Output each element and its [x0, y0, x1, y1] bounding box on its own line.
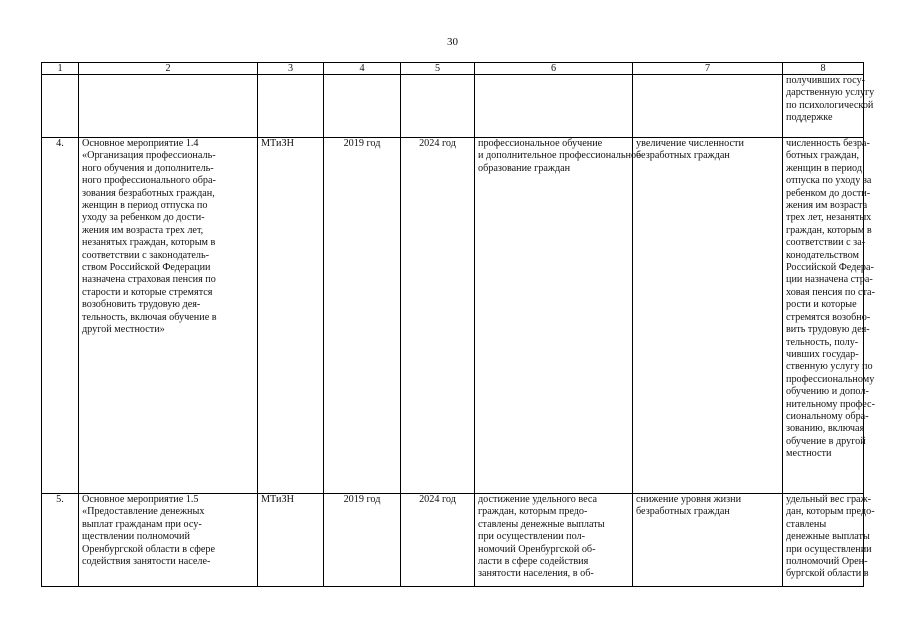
table-row	[42, 138, 864, 494]
column-header: 7	[633, 63, 783, 75]
indicator-cell: получивших госу- дарственную услугу по психологической поддержке	[783, 75, 864, 138]
start-year-cell: 2019 год	[324, 138, 401, 494]
table-row	[42, 494, 864, 587]
column-header: 2	[79, 63, 258, 75]
end-year-cell: 2024 год	[401, 138, 475, 494]
event-cell: Основное мероприятие 1.5 «Предоставление денежных выплат гражданам при осу- ществлении полномочий Оренбургской области в сфере содействия занятости населе-	[79, 494, 258, 587]
indicator-cell: удельный вес граж- дан, которым предо- ставлены денежные выплаты при осуществлении полномочий Орен- бургской области в	[783, 494, 864, 587]
directions-cell: профессиональное обучение и дополнительное профессиональное образование граждан	[475, 138, 633, 494]
column-header: 1	[42, 63, 79, 75]
column-header: 6	[475, 63, 633, 75]
start-year-cell: 2019 год	[324, 494, 401, 587]
event-cell: Основное мероприятие 1.4 «Организация профессиональ- ного обучения и дополнитель- ного профессионального обра- зования безработных граждан, женщин в период отпуска по уходу за ребенком до дости- жения им возраста трех лет, незанятых граждан, которым в соответствии с законодатель- ством Российской Федерации назначена страховая пенсия по старости и которые стремятся возобновить трудовую дея- тельность, включая обучение в другой местности»	[79, 138, 258, 494]
directions-cell: достижение удельного веса граждан, которым предо- ставлены денежные выплаты при осуществлении пол- номочий Оренбургской об- ласти в сфере содействия занятости населения, в об-	[475, 494, 633, 587]
row-number: 4.	[42, 138, 79, 494]
table-header-row	[42, 63, 864, 75]
result-cell: снижение уровня жизни безработных граждан	[633, 494, 783, 587]
column-header: 5	[401, 63, 475, 75]
table-row-continuation	[42, 75, 864, 138]
result-cell: увеличение численности безработных граждан	[633, 138, 783, 494]
page-number: 30	[447, 36, 458, 48]
column-header: 4	[324, 63, 401, 75]
column-header: 3	[258, 63, 324, 75]
measures-table	[41, 62, 875, 587]
executor-cell: МТиЗН	[258, 494, 324, 587]
executor-cell: МТиЗН	[258, 138, 324, 494]
column-header: 8	[783, 63, 864, 75]
row-number: 5.	[42, 494, 79, 587]
end-year-cell: 2024 год	[401, 494, 475, 587]
indicator-cell: численность безра- ботных граждан, женщин в период отпуска по уходу за ребенком до дости- жения им возраста трех лет, незанятых граждан, которым в соответствии с за- конодательством Российской Федера- ции назначена стра- ховая пенсия по ста- рости и которые стремятся возобно- вить трудовую дея- тельность, полу- чивших государ- ственную услугу по профессиональному обучению и допол- нительному профес- сиональному обра- зованию, включая обучение в другой местности	[783, 138, 864, 494]
